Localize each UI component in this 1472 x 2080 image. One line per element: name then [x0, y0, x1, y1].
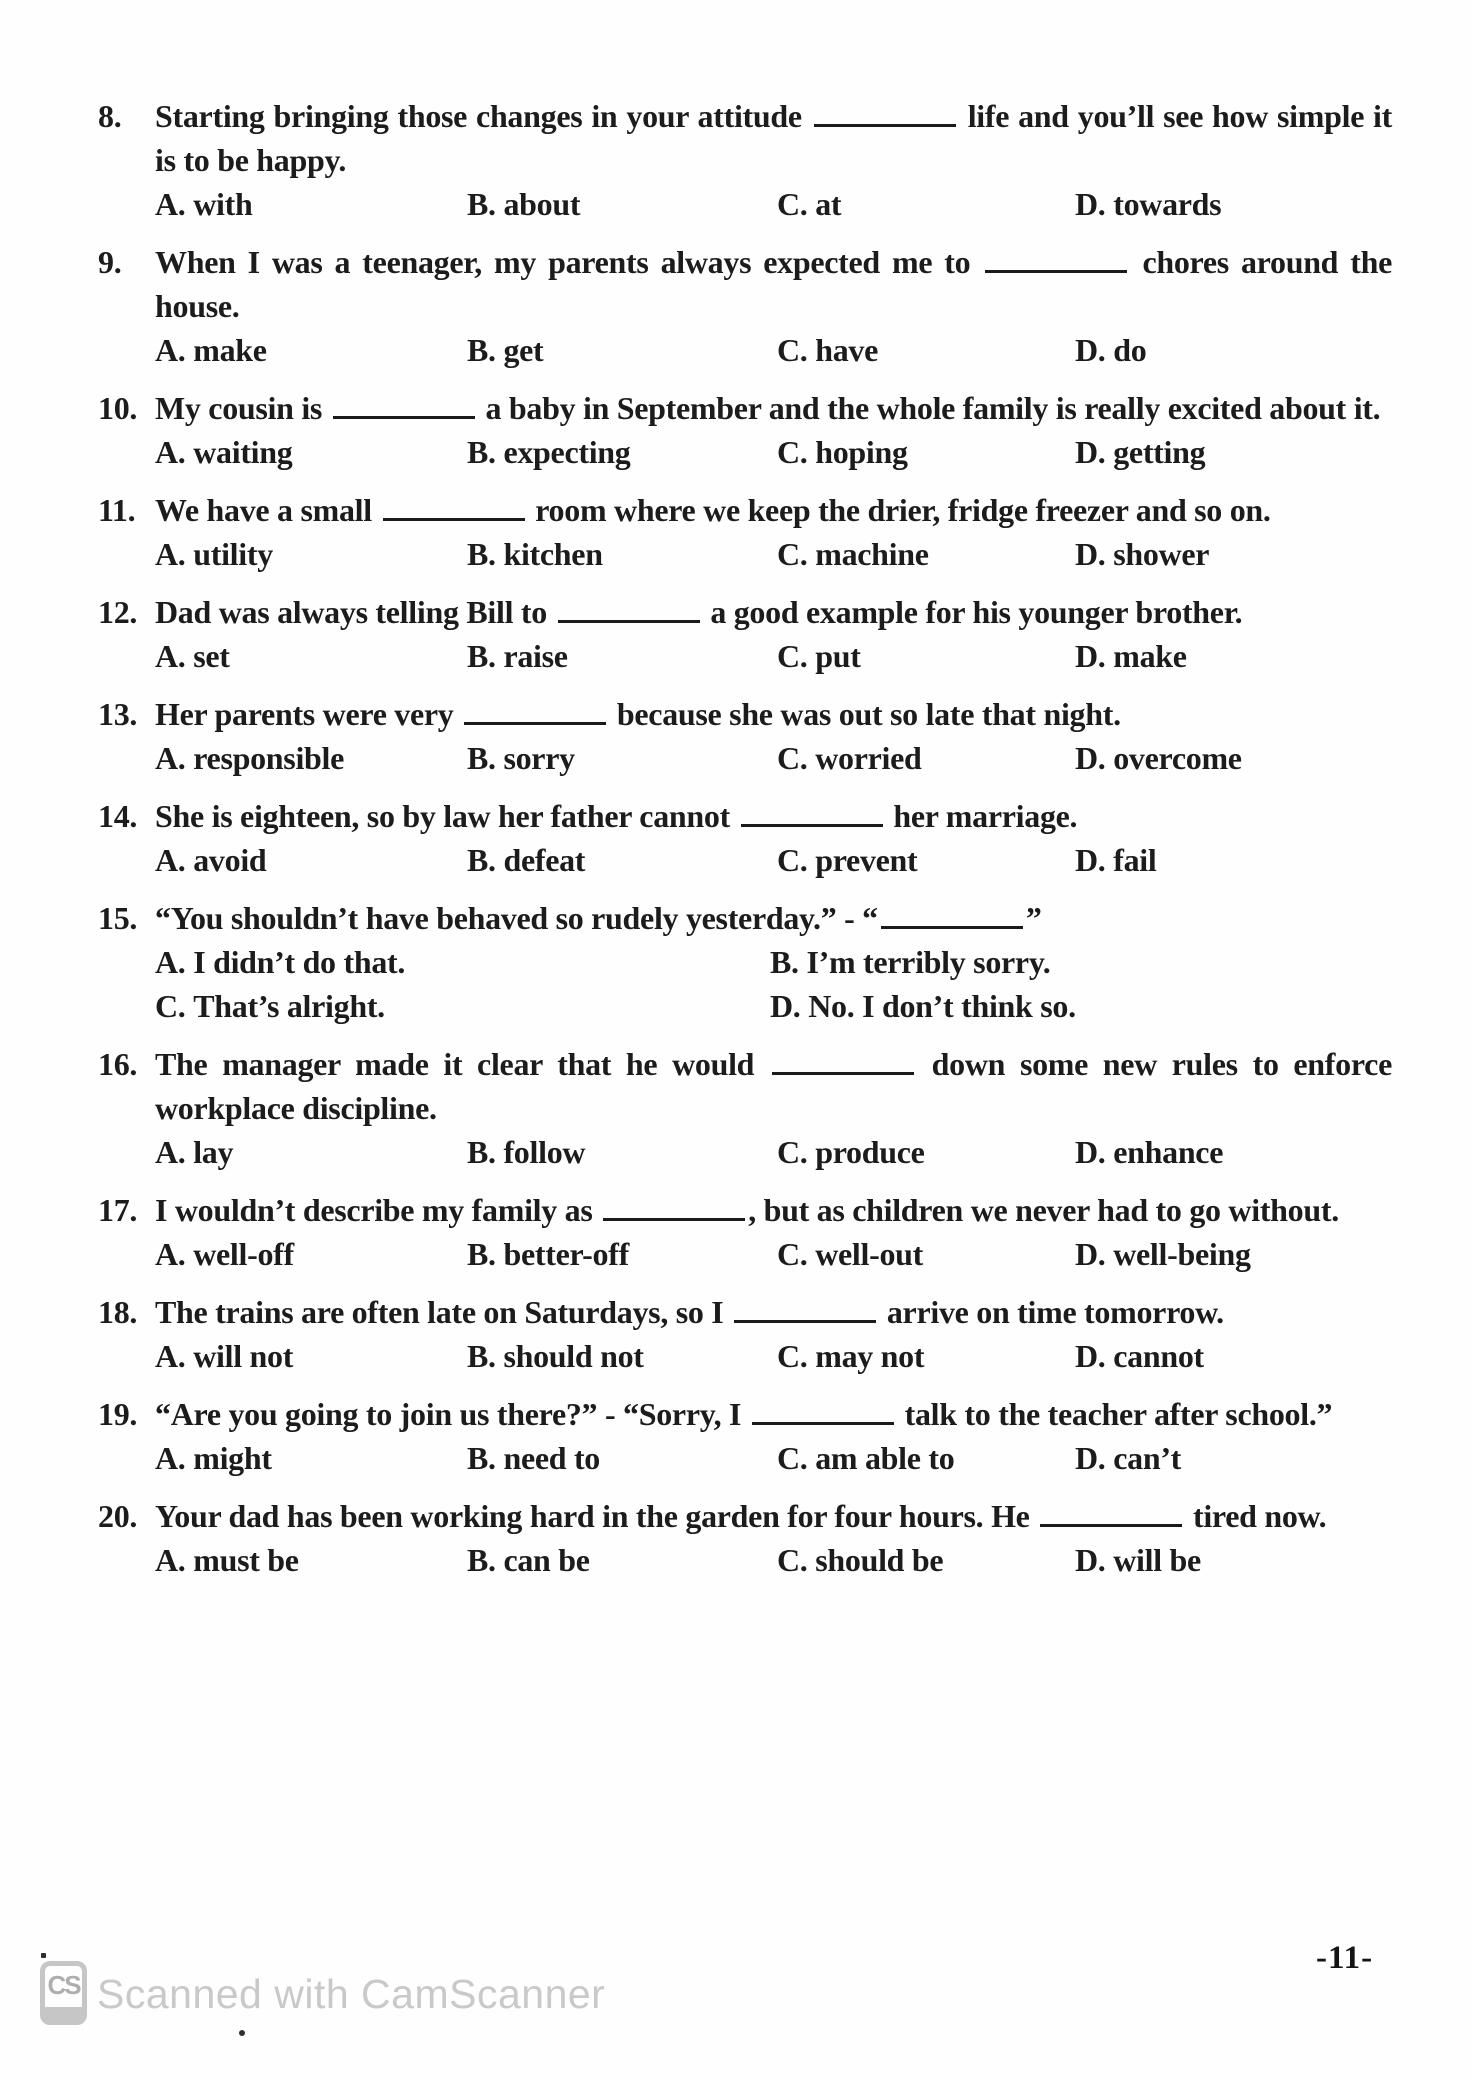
answer-blank	[772, 1070, 914, 1075]
option-text: produce	[807, 1134, 925, 1170]
option-text: hoping	[807, 434, 908, 470]
option-text: better-off	[495, 1236, 629, 1272]
option-text: with	[185, 186, 253, 222]
option-a	[155, 634, 467, 678]
option-a	[155, 1232, 467, 1276]
option-d	[1075, 1232, 1392, 1276]
option-text: at	[807, 186, 842, 222]
option-letter: C.	[777, 536, 808, 572]
option-text: lay	[185, 1134, 234, 1170]
option-a	[155, 838, 467, 882]
question-body	[155, 1392, 1392, 1480]
option-b	[467, 1130, 777, 1174]
option-d	[1075, 532, 1392, 576]
option-letter: C.	[777, 638, 808, 674]
option-b	[467, 1334, 777, 1378]
camscanner-logo-icon	[40, 1961, 87, 2025]
option-letter: C.	[777, 186, 808, 222]
option-c	[777, 1436, 1075, 1480]
option-c	[777, 1232, 1075, 1276]
option-letter: C.	[777, 740, 808, 776]
option-c	[777, 634, 1075, 678]
option-letter: A.	[155, 1134, 186, 1170]
option-letter: C.	[777, 842, 808, 878]
option-b	[467, 634, 777, 678]
question-number: 13.	[98, 696, 138, 732]
option-text: make	[185, 332, 267, 368]
question-block	[98, 240, 1392, 372]
option-text: utility	[185, 536, 273, 572]
option-d	[1075, 1436, 1392, 1480]
question-number: 18.	[98, 1294, 138, 1330]
option-letter: C.	[777, 1440, 808, 1476]
option-text: should not	[495, 1338, 644, 1374]
answer-blank	[558, 618, 700, 623]
question-block	[98, 488, 1392, 576]
option-c	[155, 984, 770, 1028]
camscanner-watermark-text: Scanned with CamScanner	[97, 1971, 606, 2017]
option-letter: D.	[1075, 638, 1106, 674]
option-letter: B.	[467, 1338, 496, 1374]
option-letter: D.	[1075, 332, 1106, 368]
option-text: do	[1105, 332, 1147, 368]
option-text: No. I don’t think so.	[800, 988, 1076, 1024]
option-a	[155, 430, 467, 474]
question-stem: Dad was always telling Bill to a good example for his younger brother.	[155, 594, 1243, 630]
question-number: 9.	[98, 244, 122, 280]
question-block	[98, 1494, 1392, 1582]
answer-blank	[1040, 1522, 1182, 1527]
question-stem: The manager made it clear that he would down some new rules to enforce workplace discipline.	[155, 1046, 1392, 1126]
option-letter: C.	[777, 434, 808, 470]
answer-blank	[752, 1420, 894, 1425]
option-b	[467, 532, 777, 576]
question-block	[98, 1392, 1392, 1480]
option-text: have	[807, 332, 879, 368]
camscanner-logo-band	[44, 2007, 83, 2021]
option-c	[777, 736, 1075, 780]
option-text: fail	[1105, 842, 1157, 878]
question-number: 10.	[98, 390, 138, 426]
question-body	[155, 1188, 1392, 1276]
question-body	[155, 692, 1392, 780]
option-text: raise	[495, 638, 568, 674]
camscanner-logo-text: CS	[47, 1970, 80, 2000]
option-text: machine	[807, 536, 929, 572]
options-row	[155, 430, 1392, 474]
option-letter: B.	[467, 1440, 496, 1476]
options-row	[155, 328, 1392, 372]
option-letter: A.	[155, 186, 186, 222]
question-number: 15.	[98, 900, 138, 936]
option-text: get	[495, 332, 544, 368]
question-number: 8.	[98, 98, 122, 134]
option-letter: C.	[777, 332, 808, 368]
option-text: can be	[495, 1542, 590, 1578]
question-body	[155, 896, 1392, 1028]
options-row	[155, 1232, 1392, 1276]
question-number: 19.	[98, 1396, 138, 1432]
answer-blank	[741, 822, 883, 827]
question-stem: Her parents were very because she was out so late that night.	[155, 696, 1121, 732]
option-text: will be	[1105, 1542, 1201, 1578]
option-text: I didn’t do that.	[185, 944, 406, 980]
question-number: 11.	[98, 492, 136, 528]
option-letter: B.	[467, 740, 496, 776]
question-stem: Your dad has been working hard in the garden for four hours. He tired now.	[155, 1498, 1327, 1534]
option-letter: C.	[777, 1542, 808, 1578]
option-text: cannot	[1105, 1338, 1204, 1374]
option-letter: C.	[777, 1134, 808, 1170]
option-text: well-being	[1105, 1236, 1251, 1272]
option-a	[155, 532, 467, 576]
question-stem: When I was a teenager, my parents always expected me to chores around the house.	[155, 244, 1392, 324]
answer-blank	[734, 1318, 876, 1323]
answer-blank	[333, 414, 475, 419]
question-stem: I wouldn’t describe my family as , but as children we never had to go without.	[155, 1192, 1339, 1228]
option-letter: D.	[1075, 1440, 1106, 1476]
option-letter: B.	[467, 1134, 496, 1170]
option-letter: A.	[155, 434, 186, 470]
question-body	[155, 240, 1392, 372]
option-text: avoid	[185, 842, 267, 878]
option-b	[467, 182, 777, 226]
question-block	[98, 94, 1392, 226]
question-body	[155, 1042, 1392, 1174]
question-body	[155, 488, 1392, 576]
option-letter: A.	[155, 1542, 186, 1578]
option-a	[155, 1436, 467, 1480]
question-body	[155, 94, 1392, 226]
options-row	[155, 1334, 1392, 1378]
option-letter: B.	[467, 434, 496, 470]
option-c	[777, 532, 1075, 576]
option-d	[1075, 634, 1392, 678]
option-text: getting	[1105, 434, 1206, 470]
option-text: well-out	[807, 1236, 924, 1272]
option-c	[777, 1334, 1075, 1378]
option-text: worried	[807, 740, 922, 776]
options-row	[155, 736, 1392, 780]
option-text: responsible	[185, 740, 345, 776]
option-letter: D.	[1075, 186, 1106, 222]
option-a	[155, 1334, 467, 1378]
options-row	[155, 532, 1392, 576]
options-row	[155, 1538, 1392, 1582]
option-a	[155, 736, 467, 780]
option-text: may not	[807, 1338, 925, 1374]
option-letter: A.	[155, 1236, 186, 1272]
option-text: shower	[1105, 536, 1210, 572]
question-body	[155, 1290, 1392, 1378]
question-number: 20.	[98, 1498, 138, 1534]
option-text: will not	[185, 1338, 294, 1374]
question-number: 12.	[98, 594, 138, 630]
option-text: need to	[495, 1440, 601, 1476]
options-row	[155, 1436, 1392, 1480]
option-letter: D.	[1075, 1134, 1106, 1170]
option-letter: C.	[155, 988, 186, 1024]
option-b	[467, 1436, 777, 1480]
options-row	[155, 1130, 1392, 1174]
question-stem: My cousin is a baby in September and the whole family is really excited about it.	[155, 390, 1381, 426]
option-d	[1075, 1130, 1392, 1174]
option-text: make	[1105, 638, 1187, 674]
option-text: That’s alright.	[185, 988, 385, 1024]
option-text: am able to	[807, 1440, 955, 1476]
option-text: can’t	[1105, 1440, 1182, 1476]
option-letter: D.	[1075, 536, 1106, 572]
option-letter: B.	[467, 842, 496, 878]
answer-blank	[464, 720, 606, 725]
answer-blank	[985, 268, 1127, 273]
option-c	[777, 1130, 1075, 1174]
option-letter: B.	[467, 1236, 496, 1272]
question-stem: The trains are often late on Saturdays, so I arrive on time tomorrow.	[155, 1294, 1224, 1330]
option-d	[1075, 1538, 1392, 1582]
option-c	[777, 838, 1075, 882]
option-text: about	[495, 186, 581, 222]
question-block	[98, 794, 1392, 882]
option-text: defeat	[495, 842, 586, 878]
option-letter: D.	[1075, 1236, 1106, 1272]
option-text: prevent	[807, 842, 918, 878]
option-text: enhance	[1105, 1134, 1224, 1170]
option-d	[1075, 328, 1392, 372]
options-row	[155, 940, 1392, 1028]
answer-blank	[603, 1216, 745, 1221]
option-letter: B.	[467, 186, 496, 222]
option-b	[467, 838, 777, 882]
option-letter: D.	[1075, 434, 1106, 470]
option-letter: A.	[155, 638, 186, 674]
question-stem: Starting bringing those changes in your attitude life and you’ll see how simple it is to be happy.	[155, 98, 1392, 178]
option-text: expecting	[495, 434, 631, 470]
option-letter: D.	[1075, 1542, 1106, 1578]
option-letter: B.	[467, 536, 496, 572]
option-letter: D.	[1075, 740, 1106, 776]
question-block	[98, 590, 1392, 678]
option-d	[770, 984, 1392, 1028]
option-letter: B.	[770, 944, 799, 980]
question-block	[98, 1188, 1392, 1276]
options-row	[155, 838, 1392, 882]
answer-blank	[383, 516, 525, 521]
option-letter: B.	[467, 332, 496, 368]
options-row	[155, 634, 1392, 678]
option-text: must be	[185, 1542, 299, 1578]
option-text: overcome	[1105, 740, 1242, 776]
option-text: sorry	[495, 740, 575, 776]
option-text: waiting	[185, 434, 293, 470]
option-d	[1075, 736, 1392, 780]
question-block	[98, 1290, 1392, 1378]
option-text: follow	[495, 1134, 586, 1170]
option-b	[467, 736, 777, 780]
option-d	[1075, 430, 1392, 474]
option-text: kitchen	[495, 536, 603, 572]
option-d	[1075, 182, 1392, 226]
option-letter: C.	[777, 1338, 808, 1374]
option-c	[777, 430, 1075, 474]
option-letter: A.	[155, 842, 186, 878]
question-number: 14.	[98, 798, 138, 834]
option-letter: A.	[155, 536, 186, 572]
option-letter: A.	[155, 332, 186, 368]
question-block	[98, 386, 1392, 474]
options-row	[155, 182, 1392, 226]
option-letter: D.	[1075, 1338, 1106, 1374]
option-b	[770, 940, 1392, 984]
question-body	[155, 386, 1392, 474]
option-letter: C.	[777, 1236, 808, 1272]
option-letter: B.	[467, 638, 496, 674]
option-text: I’m terribly sorry.	[798, 944, 1051, 980]
option-text: should be	[807, 1542, 944, 1578]
option-letter: A.	[155, 740, 186, 776]
option-a	[155, 1538, 467, 1582]
option-text: put	[807, 638, 861, 674]
option-letter: A.	[155, 1338, 186, 1374]
option-a	[155, 182, 467, 226]
question-body	[155, 794, 1392, 882]
question-stem: “You shouldn’t have behaved so rudely yesterday.” - “ ”	[155, 900, 1042, 936]
option-d	[1075, 838, 1392, 882]
option-letter: A.	[155, 944, 186, 980]
option-letter: D.	[1075, 842, 1106, 878]
option-b	[467, 1538, 777, 1582]
answer-blank	[814, 122, 956, 127]
option-a	[155, 940, 770, 984]
option-letter: A.	[155, 1440, 186, 1476]
scan-speck	[239, 2030, 245, 2036]
question-number: 16.	[98, 1046, 138, 1082]
question-body	[155, 1494, 1392, 1582]
scan-speck	[41, 1953, 46, 1958]
question-number: 17.	[98, 1192, 138, 1228]
option-a	[155, 1130, 467, 1174]
option-text: towards	[1105, 186, 1222, 222]
page-number: -11-	[1316, 1940, 1374, 1976]
option-text: well-off	[185, 1236, 294, 1272]
question-block	[98, 692, 1392, 780]
question-stem: We have a small room where we keep the drier, fridge freezer and so on.	[155, 492, 1271, 528]
option-b	[467, 328, 777, 372]
question-stem: She is eighteen, so by law her father cannot her marriage.	[155, 798, 1078, 834]
option-c	[777, 328, 1075, 372]
option-d	[1075, 1334, 1392, 1378]
option-c	[777, 182, 1075, 226]
question-stem: “Are you going to join us there?” - “Sorry, I talk to the teacher after school.”	[155, 1396, 1333, 1432]
option-b	[467, 1232, 777, 1276]
option-b	[467, 430, 777, 474]
option-text: set	[185, 638, 230, 674]
question-body	[155, 590, 1392, 678]
question-block	[98, 896, 1392, 1028]
question-block	[98, 1042, 1392, 1174]
option-text: might	[185, 1440, 272, 1476]
option-letter: B.	[467, 1542, 496, 1578]
questions-list	[98, 94, 1392, 1596]
option-a	[155, 328, 467, 372]
option-letter: D.	[770, 988, 801, 1024]
answer-blank	[881, 924, 1023, 929]
option-c	[777, 1538, 1075, 1582]
